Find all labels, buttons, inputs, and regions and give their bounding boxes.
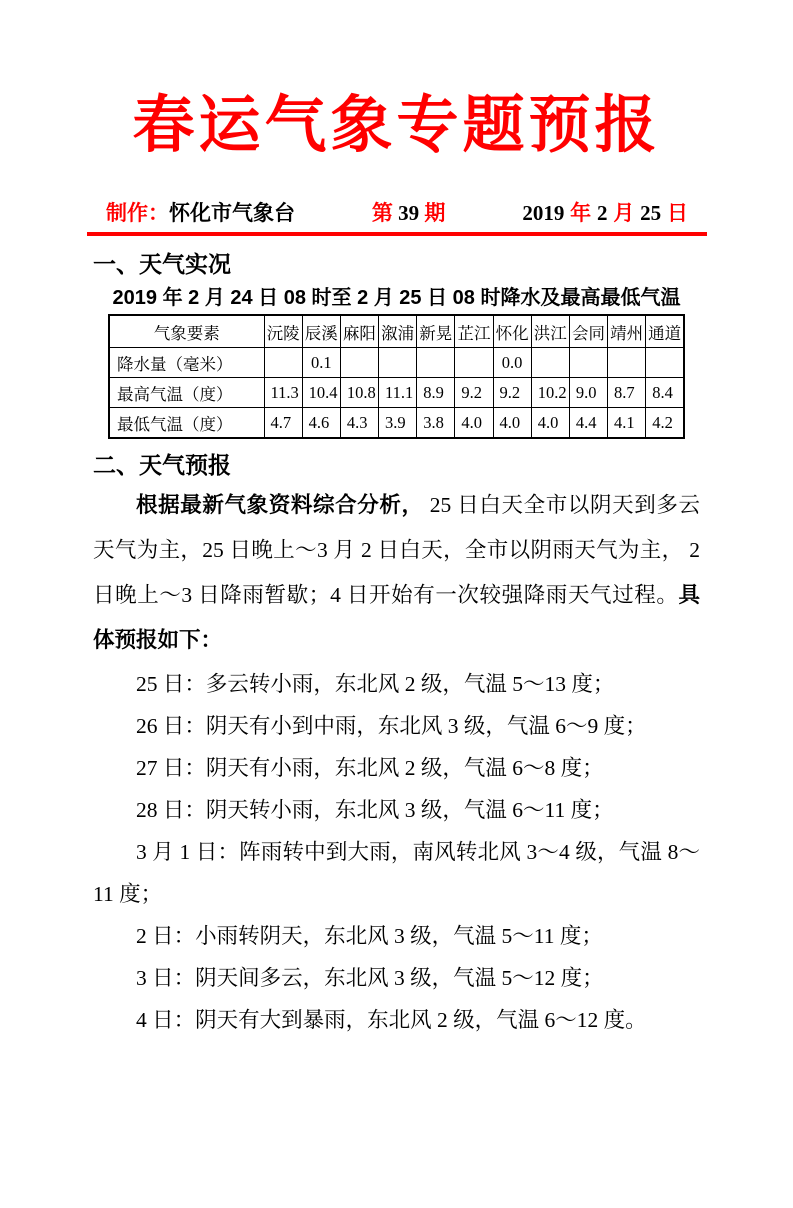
weather-table — [108, 314, 685, 439]
forecast-intro-paragraph — [93, 483, 700, 663]
maker-value: 怀化市气象台 — [169, 201, 295, 225]
table-cell: 4.3 — [340, 408, 378, 439]
row-label: 降水量（毫米） — [109, 348, 264, 378]
table-cell: 9.2 — [455, 378, 493, 408]
table-cell — [264, 348, 302, 378]
table-cell — [569, 348, 607, 378]
column-header: 辰溪 — [302, 315, 340, 348]
table-cell — [379, 348, 417, 378]
intro-bold-lead: 根据最新气象资料综合分析， — [136, 492, 424, 517]
column-header: 洪江 — [531, 315, 569, 348]
table-cell: 10.4 — [302, 378, 340, 408]
table-header-row — [109, 315, 684, 348]
forecast-item-day26: 26 日：阴天有小到中雨，东北风 3 级，气温 6～9 度； — [136, 713, 647, 738]
forecast-item-day25: 25 日：多云转小雨，东北风 2 级，气温 5～13 度； — [136, 671, 615, 696]
section-1-heading: 一、天气实况 — [93, 250, 231, 277]
table-cell: 4.4 — [569, 408, 607, 439]
table-cell: 4.0 — [493, 408, 531, 439]
table-cell: 4.7 — [264, 408, 302, 439]
row-label: 最低气温（度） — [109, 408, 264, 439]
column-header: 通道 — [646, 315, 684, 348]
date-month-unit: 月 — [607, 201, 641, 225]
column-header: 溆浦 — [379, 315, 417, 348]
table-cell — [455, 348, 493, 378]
forecast-item-mar3: 3 日：阴天间多云，东北风 3 级，气温 5～12 度； — [136, 965, 604, 990]
issue-value: 39 — [392, 200, 425, 225]
issue-date — [522, 197, 688, 227]
table-cell: 10.8 — [340, 378, 378, 408]
intro-bold-tail: 具体预报如下： — [93, 582, 700, 652]
table-cell: 4.0 — [531, 408, 569, 439]
issue-number — [372, 197, 446, 227]
table-cell: 10.2 — [531, 378, 569, 408]
table-row-min-temp — [109, 408, 684, 439]
column-header: 新晃 — [417, 315, 455, 348]
table-cell: 11.1 — [379, 378, 417, 408]
date-year-unit: 年 — [564, 201, 597, 225]
column-header: 会同 — [569, 315, 607, 348]
issue-prefix: 第 — [371, 201, 393, 225]
table-cell: 11.3 — [264, 378, 302, 408]
table-cell: 0.1 — [302, 348, 340, 378]
forecast-item-day28: 28 日：阴天转小雨，东北风 3 级，气温 6～11 度； — [136, 797, 614, 822]
table-cell — [531, 348, 569, 378]
table-row-precipitation — [109, 348, 684, 378]
date-day: 25 — [640, 200, 662, 225]
column-header: 怀化 — [493, 315, 531, 348]
table-cell: 9.2 — [493, 378, 531, 408]
intro-body-text: 25 日白天全市以阴天到多云天气为主，25 日晚上～3 月 2 日白天，全市以阴雨天气为主， 2 日晚上～3 日降雨暂歇；4 日开始有一次较强降雨天气过程。 — [93, 492, 700, 607]
table-cell: 8.4 — [646, 378, 684, 408]
forecast-item-mar4: 4 日：阴天有大到暴雨，东北风 2 级，气温 6～12 度。 — [136, 1007, 647, 1032]
table-cell: 9.0 — [569, 378, 607, 408]
table-cell: 8.7 — [608, 378, 646, 408]
column-header: 沅陵 — [264, 315, 302, 348]
row-label: 最高气温（度） — [109, 378, 264, 408]
section-2-heading: 二、天气预报 — [93, 452, 231, 479]
document-page — [0, 86, 793, 1208]
table-cell — [417, 348, 455, 378]
date-day-unit: 日 — [661, 201, 688, 225]
table-cell: 4.0 — [455, 408, 493, 439]
date-year: 2019 — [522, 200, 565, 225]
forecast-item-mar2: 2 日：小雨转阴天，东北风 3 级，气温 5～11 度； — [136, 923, 603, 948]
table-cell: 8.9 — [417, 378, 455, 408]
document-title: 春运气象专题预报 — [132, 92, 661, 160]
table-cell — [340, 348, 378, 378]
table-cell — [608, 348, 646, 378]
forecast-item-day27: 27 日：阴天有小雨，东北风 2 级，气温 6～8 度； — [136, 755, 604, 780]
table-cell — [646, 348, 684, 378]
column-header: 麻阳 — [340, 315, 378, 348]
maker-label: 制作： — [106, 201, 169, 225]
red-divider-rule — [87, 232, 707, 236]
table-cell: 3.9 — [379, 408, 417, 439]
issue-suffix: 期 — [424, 201, 446, 225]
table-cell: 0.0 — [493, 348, 531, 378]
weather-table-title: 2019 年 2 月 24 日 08 时至 2 月 25 日 08 时降水及最高最低气温 — [112, 287, 681, 310]
column-header: 芷江 — [455, 315, 493, 348]
daily-forecast-list — [93, 663, 700, 1041]
date-month: 2 — [596, 200, 608, 225]
table-row-max-temp — [109, 378, 684, 408]
issue-header-line — [93, 197, 700, 227]
table-cell: 4.6 — [302, 408, 340, 439]
column-header: 气象要素 — [109, 315, 264, 348]
table-cell: 4.2 — [646, 408, 684, 439]
forecast-item-mar1: 3 月 1 日：阵雨转中到大雨，南风转北风 3～4 级，气温 8～11 度； — [93, 839, 700, 906]
column-header: 靖州 — [608, 315, 646, 348]
table-cell: 4.1 — [608, 408, 646, 439]
table-cell: 3.8 — [417, 408, 455, 439]
maker-info — [106, 197, 295, 227]
